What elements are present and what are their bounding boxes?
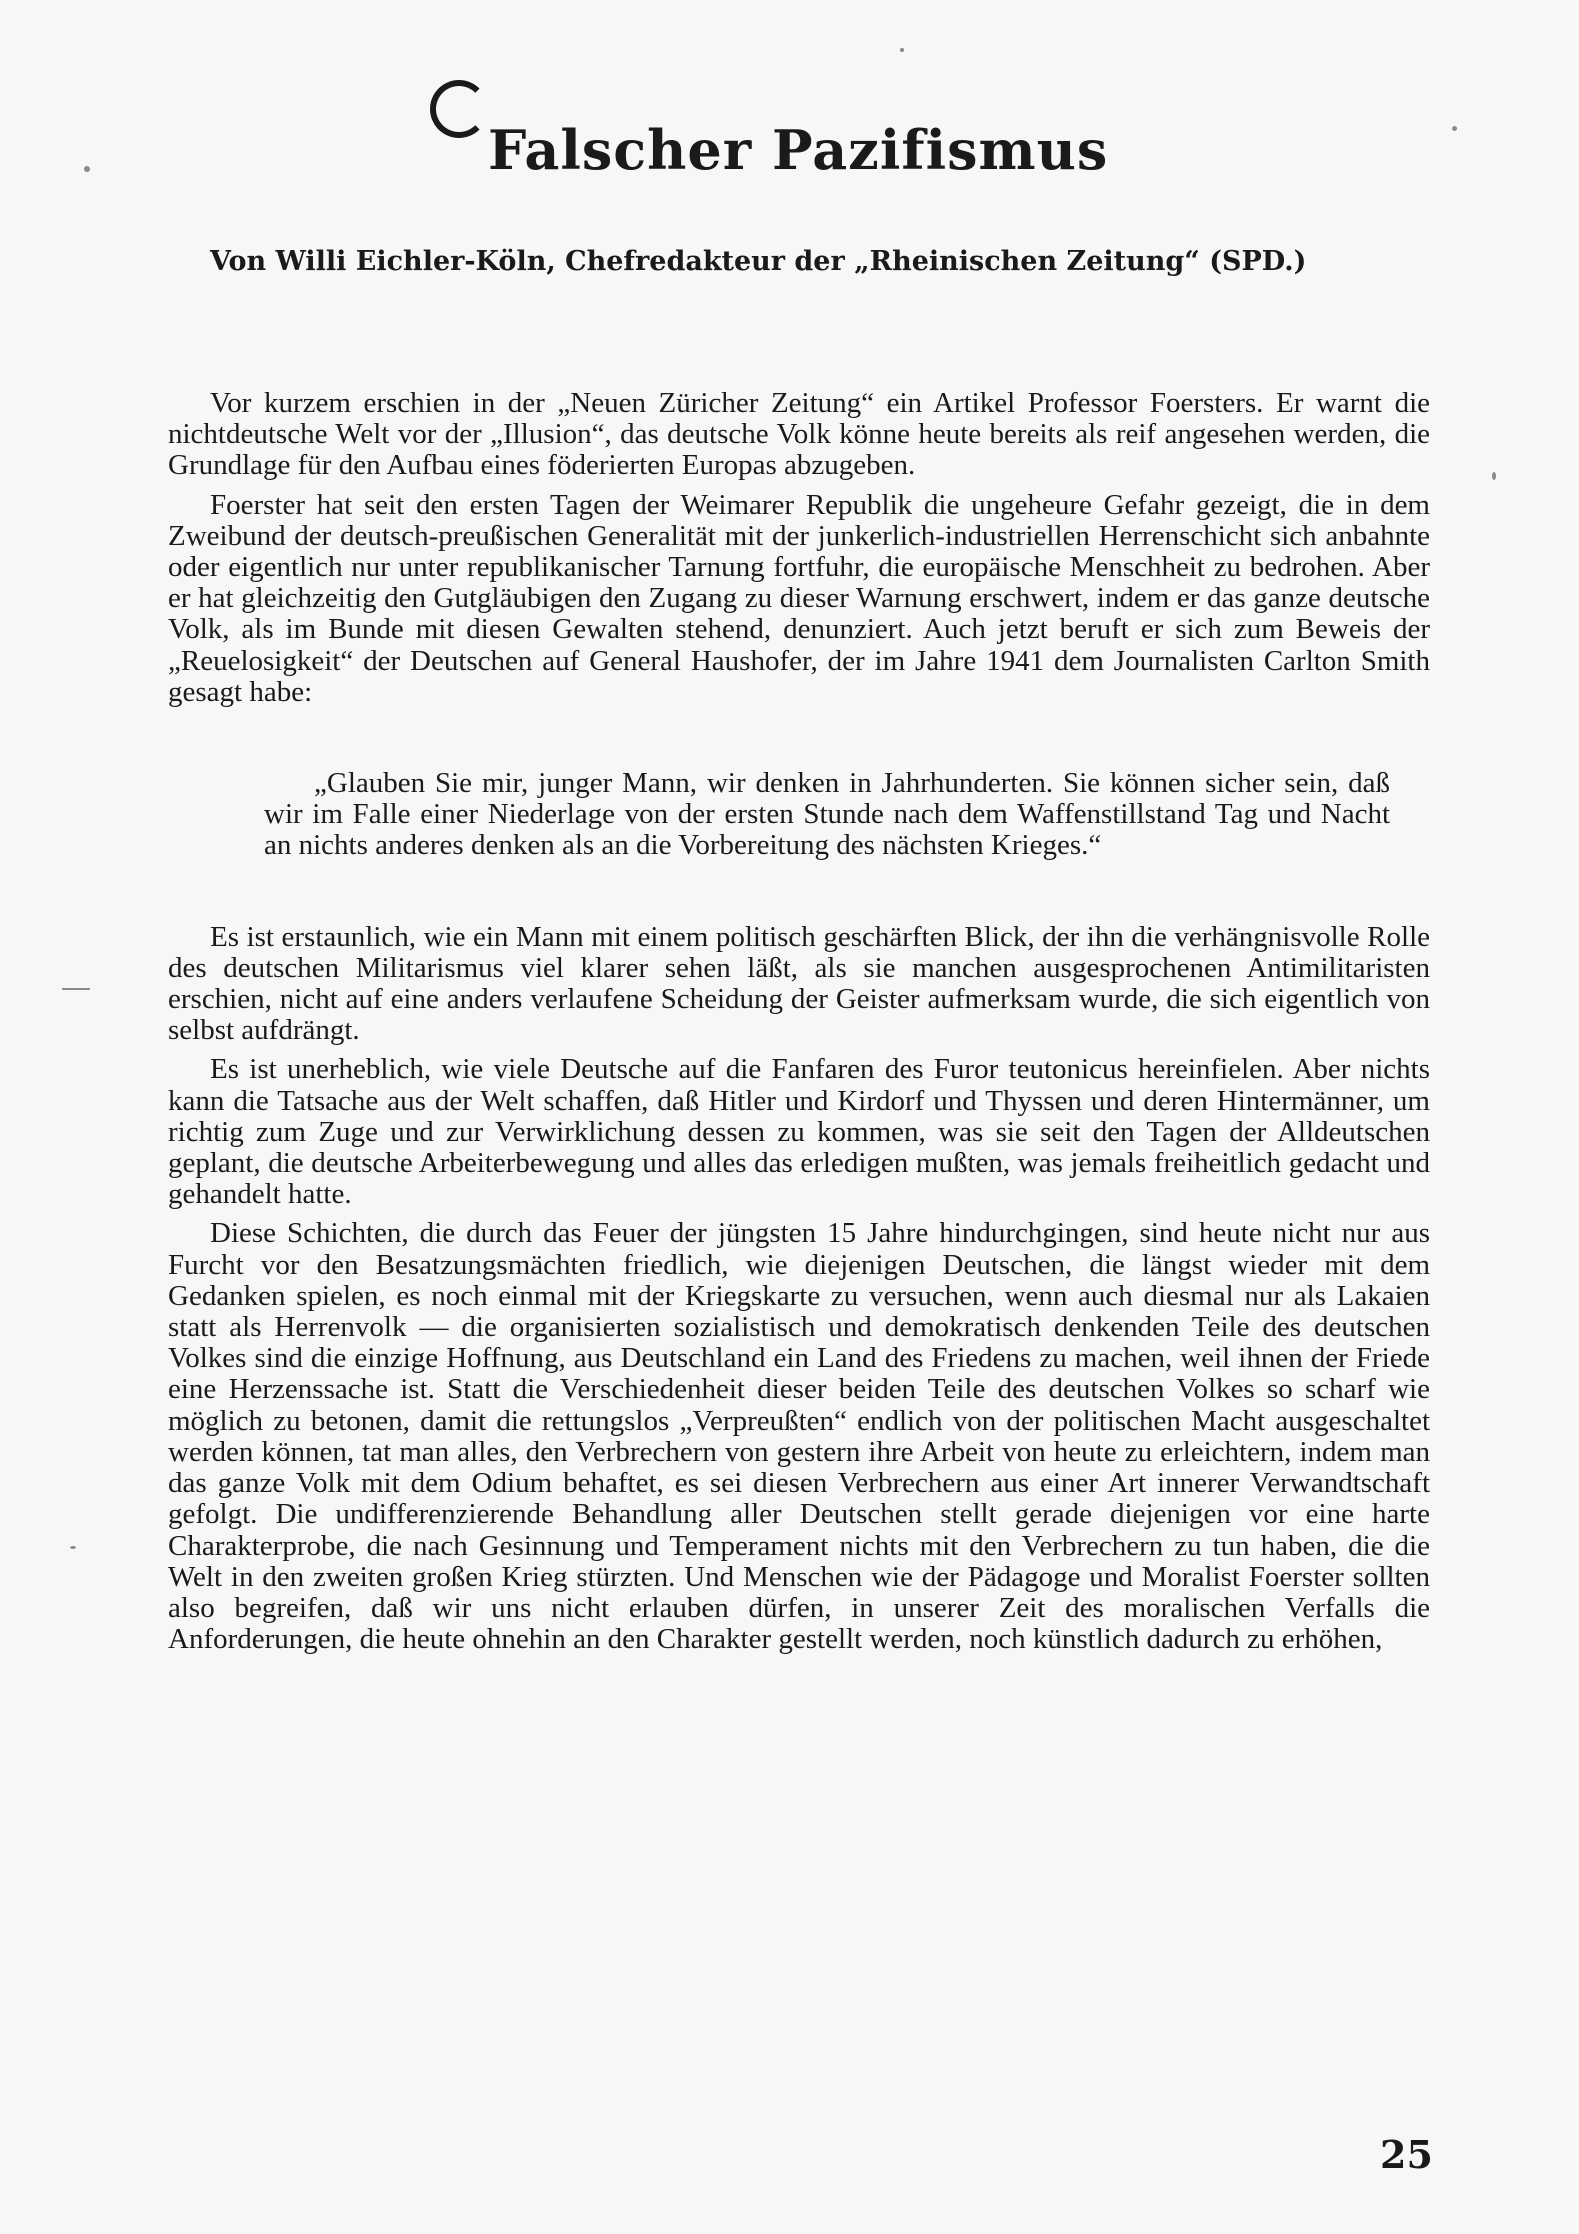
page-number: 25 — [1380, 2132, 1433, 2177]
paragraph: Diese Schichten, die durch das Feuer der jüngsten 15 Jahre hindurchgingen, sind heute nicht nur aus Furcht vor den Besatzungsmächten friedlich, wie diejenigen Deutschen, die längst wieder mit dem Gedanken spielen, es noch einmal mit der Kriegskarte zu versuchen, wenn auch diesmal nur als Lakaien statt als Herrenvolk — die organisierten sozialistisch und demokratisch denkenden Teile des deutschen Volkes sind die einzige Hoffnung, aus Deutschland ein Land des Friedens zu machen, weil ihnen der Friede eine Herzenssache ist. Statt die Verschiedenheit dieser beiden Teile des deutschen Volkes so scharf wie möglich zu betonen, damit die rettungslos „Verpreußten“ endlich von der politischen Macht ausgeschaltet werden können, tat man alles, den Verbrechern von gestern ihre Arbeit von heute zu erleichtern, indem man das ganze Volk mit dem Odium behaftet, es sei diesen Verbrechern aus einer Art innerer Verwandtschaft gefolgt. Die undifferenzierende Behandlung aller Deutschen stellt gerade diejenigen vor eine harte Charakterprobe, die nach Gesinnung und Temperament nichts mit den Verbrechern zu tun haben, die die Welt in den zweiten großen Krieg stürzten. Und Menschen wie der Pädagoge und Moralist Foerster sollten also begreifen, daß wir uns nicht erlauben dürfen, in unserer Zeit des moralischen Verfalls die Anforderungen, die heute ohnehin an den Charakter gestellt werden, noch künstlich dadurch zu erhöhen, — [168, 1217, 1430, 1656]
title-ornament-icon — [430, 80, 488, 138]
paragraph: Es ist erstaunlich, wie ein Mann mit einem politisch geschärften Blick, der ihn die verhängnisvolle Rolle des deutschen Militarismus viel klarer sehen läßt, als sie manchen ausgesprochenen Antimilitaristen erschien, nicht auf eine anders verlaufene Scheidung der Geister aufmerksam wurde, die sich eigentlich von selbst aufdrängt. — [168, 920, 1430, 1047]
article-byline: Von Willi Eichler-Köln, Chefredakteur der „Rheinischen Zeitung“ (SPD.) — [210, 246, 1307, 277]
scan-speck — [70, 1546, 76, 1549]
paragraph: Foerster hat seit den ersten Tagen der Weimarer Republik die ungeheure Gefahr gezeigt, die in dem Zweibund der deutsch-preußischen Generalität mit der junkerlich-industriellen Herrenschicht sich anbahnte oder eigentlich nur unter republikanischer Tarnung fortfuhr, die europäische Menschheit zu bedrohen. Aber er hat gleichzeitig den Gutgläubigen den Zugang zu dieser Warnung erschwert, indem er das ganze deutsche Volk, als im Bunde mit diesen Gewalten stehend, denunziert. Auch jetzt beruft er sich zum Beweis der „Reuelosigkeit“ der Deutschen auf General Haushofer, der im Jahre 1941 dem Journalisten Carlton Smith gesagt habe: — [168, 488, 1430, 708]
article-title: Falscher Pazifismus — [488, 118, 1109, 182]
scan-speck — [1492, 472, 1496, 480]
block-quote: „Glauben Sie mir, junger Mann, wir denken in Jahrhunderten. Sie können sicher sein, daß wir im Falle einer Niederlage von der ersten Stunde nach dem Waffenstillstand Tag und Nacht an nichts anderes denken als an die Vorbereitung des nächsten Krieges.“ — [264, 767, 1390, 862]
article-body — [168, 388, 1430, 1663]
scan-speck — [1452, 126, 1457, 131]
scan-speck — [900, 48, 904, 52]
paragraph: Vor kurzem erschien in der „Neuen Züricher Zeitung“ ein Artikel Professor Foersters. Er warnt die nichtdeutsche Welt vor der „Illusion“, das deutsche Volk könne heute bereits als reif angesehen werden, die Grundlage für den Aufbau eines föderierten Europas abzugeben. — [168, 387, 1430, 482]
scan-speck — [62, 988, 90, 990]
paragraph: Es ist unerheblich, wie viele Deutsche auf die Fanfaren des Furor teutonicus hereinfielen. Aber nichts kann die Tatsache aus der Welt schaffen, daß Hitler und Kirdorf und Thyssen und deren Hintermänner, um richtig zum Zuge und zur Verwirklichung dessen zu kommen, was sie seit den Tagen der Alldeutschen geplant, die deutsche Arbeiterbewegung und alles das erledigen mußten, was jemals freiheitlich gedacht und gehandelt hatte. — [168, 1053, 1430, 1211]
scan-speck — [84, 166, 90, 172]
